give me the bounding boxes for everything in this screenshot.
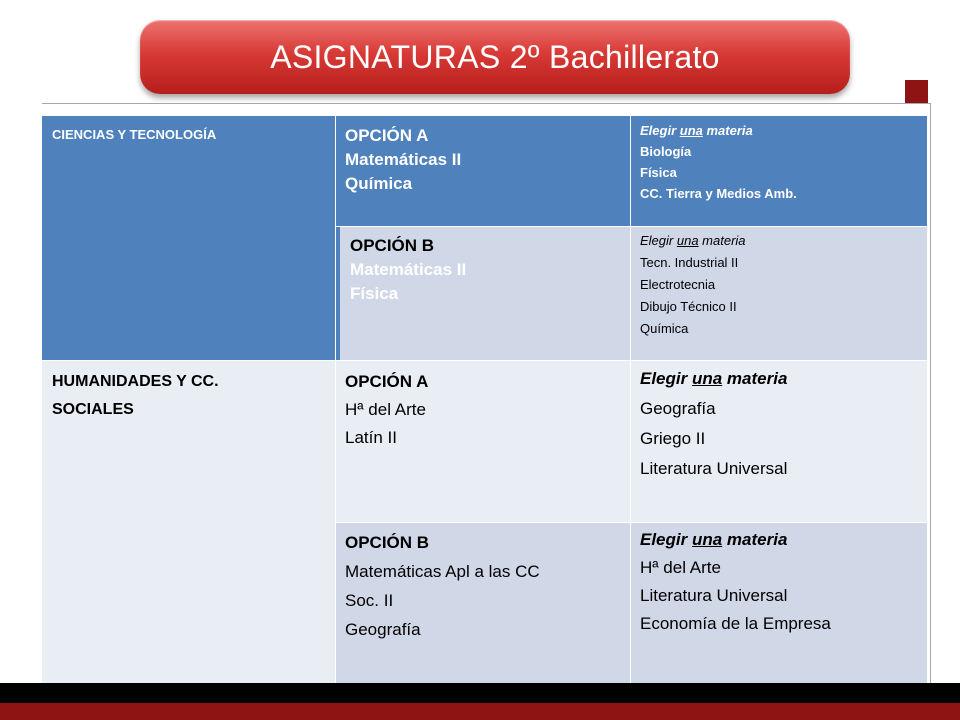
ciencias-opcion-a bbox=[335, 116, 630, 226]
grid-line bbox=[630, 116, 631, 683]
option-label: OPCIÓN B bbox=[345, 533, 430, 552]
choice-heading: Elegir una materia bbox=[640, 369, 788, 388]
choice-item: Electrotecnia bbox=[640, 277, 716, 292]
choice-item: CC. Tierra y Medios Amb. bbox=[640, 186, 797, 201]
branch-label: HUMANIDADES Y CC. bbox=[52, 373, 219, 390]
subject: Matemáticas II bbox=[345, 150, 462, 169]
subject: Química bbox=[345, 174, 413, 193]
branch-humanidades bbox=[42, 360, 335, 683]
subject: Latín II bbox=[345, 428, 397, 447]
subject: Soc. II bbox=[345, 591, 394, 610]
grid-line bbox=[42, 360, 927, 361]
choice-item: Biología bbox=[640, 144, 692, 159]
page-title: ASIGNATURAS 2º Bachillerato bbox=[140, 20, 850, 94]
divider bbox=[930, 103, 931, 683]
choice-item: Literatura Universal bbox=[640, 586, 788, 605]
footer-accent-bar bbox=[0, 703, 960, 720]
humanidades-opcion-a bbox=[335, 360, 630, 522]
humanidades-opcion-b-choice bbox=[630, 522, 927, 683]
option-label: OPCIÓN B bbox=[350, 236, 435, 255]
humanidades-opcion-b bbox=[335, 522, 630, 683]
humanidades-opcion-a-choice bbox=[630, 360, 927, 522]
choice-item: Física bbox=[640, 165, 677, 180]
ciencias-opcion-a-choice bbox=[630, 116, 927, 226]
choice-item: Dibujo Técnico II bbox=[640, 299, 737, 314]
grid-line bbox=[335, 226, 927, 227]
choice-heading: Elegir una materia bbox=[640, 233, 746, 248]
ciencias-opcion-b-choice bbox=[630, 226, 927, 360]
choice-item: Química bbox=[640, 321, 689, 336]
subject: Hª del Arte bbox=[345, 400, 426, 419]
option-label: OPCIÓN A bbox=[345, 126, 429, 145]
subject: Matemáticas II bbox=[350, 260, 467, 279]
branch-ciencias bbox=[42, 116, 335, 360]
footer-bar bbox=[0, 683, 960, 703]
choice-item: Geografía bbox=[640, 399, 716, 418]
choice-heading: Elegir una materia bbox=[640, 530, 788, 549]
branch-label: SOCIALES bbox=[52, 401, 134, 418]
subject: Matemáticas Apl a las CC bbox=[345, 562, 540, 581]
corner-accent bbox=[905, 80, 928, 103]
choice-item: Economía de la Empresa bbox=[640, 614, 831, 633]
divider bbox=[42, 103, 930, 104]
choice-item: Griego II bbox=[640, 429, 706, 448]
choice-heading: Elegir una materia bbox=[640, 123, 753, 138]
option-label: OPCIÓN A bbox=[345, 372, 429, 391]
subject: Física bbox=[350, 284, 399, 303]
subject: Geografía bbox=[345, 620, 421, 639]
branch-label: CIENCIAS Y TECNOLOGÍA bbox=[52, 127, 217, 142]
choice-item: Literatura Universal bbox=[640, 459, 788, 478]
ciencias-opcion-b bbox=[335, 226, 630, 360]
grid-line bbox=[335, 522, 927, 523]
choice-item: Tecn. Industrial II bbox=[640, 255, 739, 270]
grid-line bbox=[335, 116, 336, 683]
choice-item: Hª del Arte bbox=[640, 558, 721, 577]
